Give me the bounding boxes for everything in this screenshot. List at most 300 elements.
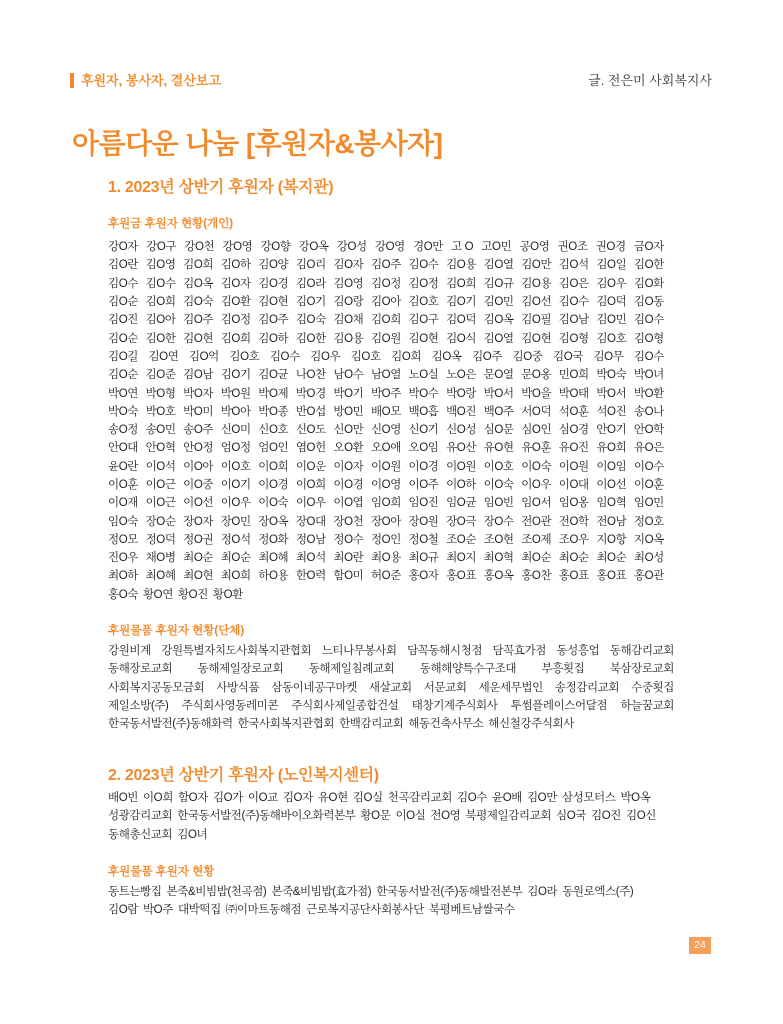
donor-name: 이O근 [145,497,176,510]
donor-name-line [108,511,664,529]
donor-name: 김O균 [258,369,289,382]
donor-name: 이O기 [220,479,251,491]
donor-name: 이O자 [333,460,364,473]
donor-name: 정O철 [408,533,439,546]
donor-name: 조O순 [446,533,477,546]
donor-name: 배O모 [370,405,401,418]
donor-entry-line [108,882,633,900]
donor-name: 신O기 [408,424,439,437]
donor-name: 이O훈 [633,479,664,491]
donor-name: 최O희 [220,570,251,583]
page-number: 24 [689,937,711,954]
donor-name: 김O수 [108,277,138,290]
donor-name: 송O정 [108,424,138,437]
organization-line [108,659,674,677]
individual-donor-list [108,237,664,603]
donor-name: 이O근 [145,479,176,491]
group-donor-list [108,641,674,732]
donor-name: 김O옥 [483,314,514,327]
donor-name: 홍O찬 [521,570,552,583]
donor-name: 홍O표 [558,570,589,583]
donor-name: 김O준 [145,369,176,382]
donor-name: 박O태 [558,387,589,400]
donor-name: 장O원 [408,515,439,528]
senior-center-donor-list [108,788,656,843]
donor-name: 이O대 [558,479,589,491]
organization-name: 북삼장로교회 [609,663,674,676]
donor-name: 백O흡 [408,405,439,418]
donor-name: 안O기 [596,424,627,437]
donor-name: 장O아 [370,515,401,528]
donor-name: 임O숙 [108,515,138,528]
donor-name: 최O란 [333,552,364,565]
donor-name: 김O주 [370,259,401,272]
donor-name: 김O만 [521,259,552,272]
donor-name: 김O구 [408,314,439,327]
header-accent-bar [70,73,74,88]
organization-name: 사회복지공동모금회 [108,681,205,694]
donor-name: 전O학 [558,515,589,528]
donor-name-line [108,347,664,365]
donor-name: 김O덕 [596,296,627,309]
donor-name: 김O아 [145,314,176,327]
organization-name: 투썸플레이스어달점 [510,700,608,713]
donor-name: 이O숙 [258,497,289,510]
subsection-heading-individual-donors: 후원금 후원자 현황(개인) [108,218,234,230]
donor-name: 황O환 [212,588,243,601]
donor-name: 정O남 [295,533,326,546]
donor-entry: 이O희 [142,792,173,805]
donor-name-line [108,365,664,383]
donor-name: 경O만 [413,241,443,254]
donor-name: 노O실 [408,369,439,382]
donor-name: 임O서 [521,497,552,510]
donor-name: 김O하 [220,259,251,272]
donor-entry: 황O문 [360,810,391,823]
donor-name-line [108,255,664,273]
organization-name: 수중횟집 [631,681,674,694]
donor-name: 박O녀 [633,369,664,382]
donor-name: 이O호 [483,460,514,473]
donor-name: 김O호 [596,332,627,345]
donor-name: 김O한 [145,332,176,345]
donor-name: 김O채 [333,314,364,327]
donor-name: 홍O관 [633,570,664,583]
donor-name: 김O용 [333,332,364,345]
donor-name: 이O선 [183,497,214,510]
donor-name: 유O산 [446,442,477,455]
donor-name: 이O석 [145,460,176,473]
donor-name: 김O우 [596,277,627,290]
donor-name: 김O국 [552,350,583,363]
donor-name: 박O서 [596,387,627,400]
donor-name: 김O영 [145,259,176,272]
donor-name: 김O아 [370,296,401,309]
donor-name: 심O경 [558,424,589,437]
donor-name: 김O현 [183,332,214,345]
page-title: 아름다운 나눔 [후원자&봉사자] [72,128,443,159]
organization-name: 동해장로교회 [108,663,173,676]
donor-name: 박O자 [183,387,214,400]
organization-name: 제일소방(주) [108,700,169,713]
organization-name: 사방식품 [216,681,260,694]
goods-donor-list [108,882,633,919]
organization-name: 해동건축사무소 [408,718,484,731]
donor-name: 신O호 [258,424,289,437]
donor-name: 이O하 [446,479,477,491]
donor-name: 장O극 [446,515,477,528]
donor-name: 석O훈 [558,405,589,418]
donor-name: 한O력 [295,570,326,583]
donor-name-line [108,438,664,456]
donor-name: 김O수 [633,314,664,327]
donor-entry: 북평베트남쌀국수 [428,904,515,917]
donor-name: 박O종 [258,405,289,418]
donor-name: 나O찬 [295,369,326,382]
donor-name-line [108,292,664,310]
organization-name: 하늘꿈교회 [620,700,674,713]
donor-entry: 김O만 [526,792,557,805]
donor-entry: 배O빈 [108,792,138,805]
donor-name: 김O중 [512,350,543,363]
donor-name: 정O석 [220,533,251,546]
donor-name-line [108,420,664,438]
donor-name: 김O필 [521,314,552,327]
donor-name: 문O열 [483,369,514,382]
donor-name: 박O기 [333,387,364,400]
donor-name: 조O제 [521,533,552,546]
donor-name: 정O모 [108,533,138,546]
donor-name: 강O성 [336,241,367,254]
donor-name: 안O대 [108,442,138,455]
donor-name: 채O병 [145,552,176,565]
donor-name: 이O희 [258,460,289,473]
donor-name: 홍O표 [446,570,477,583]
donor-entry: 김O진 [591,810,621,823]
donor-name: 최O하 [108,570,138,583]
donor-name: 강O영 [374,241,405,254]
donor-name: 김O남 [183,369,214,382]
donor-name: 김O정 [220,314,251,327]
donor-name: 이O재 [108,497,138,510]
donor-entry: 심O국 [556,810,587,823]
donor-name: 이O훈 [108,479,138,491]
donor-name: 김O현 [258,296,289,309]
donor-name: 김O랑 [333,296,364,309]
donor-name: 홍O자 [408,570,439,583]
donor-name: 조O현 [483,533,514,546]
donor-name: 최O현 [183,570,214,583]
donor-name-line [108,457,664,475]
donor-name: 김O리 [295,259,326,272]
donor-entry: 천곡감리교회 [387,792,453,805]
donor-name: 이O경 [408,460,439,473]
donor-name: 김O기 [220,369,251,382]
donor-name: 김O현 [521,332,552,345]
donor-name: 김O한 [295,332,326,345]
donor-name: 최O석 [295,552,326,565]
donor-name: 최O순 [220,552,251,565]
section-heading-welfare-center: 1. 2023년 상반기 후원자 (복지관) [108,179,334,196]
donor-entry: 김O신 [625,810,656,823]
organization-name: 담꼭동해시청점 [407,645,483,658]
donor-name: 엄O인 [258,442,289,455]
donor-name: 신O성 [446,424,477,437]
donor-name: 장O민 [220,515,251,528]
donor-name: 김O민 [596,314,627,327]
donor-entry: 본죽&비빔밥(천곡점) [166,886,267,899]
donor-entry: 본죽&비빔밥(효가점) [271,886,372,899]
donor-name: 김O선 [521,296,552,309]
donor-name-line [108,237,664,255]
section-heading-senior-center: 2. 2023년 상반기 후원자 (노인복지센터) [108,767,379,784]
donor-name: 임O진 [408,497,439,510]
donor-name: 김O순 [108,296,138,309]
donor-name: 장O수 [483,515,514,528]
donor-name-line [108,328,664,346]
donor-name: 전O남 [596,515,627,528]
organization-name: 한국사회복지관협회 [237,718,335,731]
organization-name: 주식회사영동레미콘 [181,700,279,713]
donor-name: 최O혁 [483,552,514,565]
organization-name: 서문교회 [423,681,467,694]
donor-entry: 김O실 [352,792,383,805]
donor-name: 김O무 [593,350,624,363]
donor-name: 김O수 [633,350,664,363]
donor-name: 박O주 [370,387,401,400]
donor-name: 권O조 [557,241,588,254]
donor-name: 김O순 [108,369,138,382]
donor-name: 함O미 [333,570,364,583]
donor-name: 최O순 [558,552,589,565]
donor-name: 박O숙 [596,369,627,382]
donor-name: 백O주 [483,405,514,418]
donor-name: 김O기 [295,296,326,309]
donor-name: 오O환 [333,442,364,455]
donor-name: 지O옥 [633,533,664,546]
donor-name: 장O천 [333,515,364,528]
donor-name: 남O열 [370,369,401,382]
organization-name: 동해제일장로교회 [197,663,284,676]
donor-name: 안O학 [633,424,664,437]
donor-name: 김O우 [310,350,341,363]
donor-name: 진O우 [108,552,138,565]
donor-entry: 삼성모터스 [561,792,616,805]
donor-name: 김O숙 [295,314,326,327]
donor-name: 유O진 [558,442,589,455]
organization-name: 태창기계주식회사 [411,700,498,713]
donor-name: 안O혁 [145,442,176,455]
donor-name: 이O우 [220,497,251,510]
donor-name: 노O은 [446,369,477,382]
donor-name: 김O현 [408,332,439,345]
donor-name: 장O옥 [258,515,289,528]
organization-line [108,696,674,714]
donor-name: 이O원 [446,460,477,473]
organization-name: 주식회사제일종합건설 [291,700,399,713]
donor-name: 송O나 [633,405,664,418]
organization-name: 새살교회 [368,681,412,694]
donor-entry: 윤O배 [491,792,522,805]
donor-name: 임O민 [633,497,664,510]
donor-name: 김O희 [370,314,401,327]
donor-name: 유O은 [633,442,664,455]
donor-name: 윤O란 [108,460,138,473]
donor-name: 이O아 [183,460,214,473]
donor-name: 박O연 [108,387,138,400]
donor-name: 김O자 [333,259,364,272]
donor-name: 박O숙 [108,405,138,418]
organization-name: 동해감리교회 [609,645,674,658]
donor-entry-line [108,825,656,843]
donor-name: 김O민 [483,296,514,309]
donor-name: 최O규 [408,552,439,565]
donor-name: 강O영 [222,241,253,254]
donor-entry: 동트는빵집 [108,886,162,899]
donor-name: 장O자 [183,515,214,528]
donor-name: 김O덕 [446,314,477,327]
donor-name: 김O억 [188,350,219,363]
donor-name: 김O열 [483,259,514,272]
donor-name: 박O호 [145,405,176,418]
donor-name: 강O자 [108,241,138,254]
donor-name: 전O관 [521,515,552,528]
donor-name: 백O진 [446,405,477,418]
donor-name: 황O진 [177,588,208,601]
donor-name: 김O용 [446,259,477,272]
donor-name-line [108,548,664,566]
donor-name: 염O헌 [295,442,326,455]
organization-name: 강원특별자치도사회복지관협회 [161,645,312,658]
donor-name: 최O순 [596,552,627,565]
organization-name: 동해제일침례교회 [308,663,395,676]
donor-name: 고O민 [481,241,512,254]
donor-name: 김O석 [558,259,589,272]
donor-name: 박O수 [408,387,439,400]
donor-name: 최O순 [521,552,552,565]
donor-name: 이O원 [558,460,589,473]
donor-name: 이O운 [295,460,326,473]
donor-name-line [108,530,664,548]
donor-name: 박O경 [295,387,326,400]
organization-name: 강원비계 [108,645,151,658]
donor-name: 김O정 [370,277,401,290]
donor-entry: 박O옥 [620,792,651,805]
donor-entry: 김O라 [527,886,558,899]
donor-name: 유O현 [483,442,514,455]
donor-name: 정O덕 [145,533,176,546]
organization-line [108,641,674,659]
organization-name: 한국동서발전(주)동해화력 [108,718,233,731]
donor-name-line [108,402,664,420]
donor-name: 임O균 [446,497,477,510]
donor-name: 김O영 [333,277,364,290]
donor-name: 강O구 [146,241,177,254]
donor-name: 강O향 [260,241,291,254]
donor-entry: 성광감리교회 [108,810,173,823]
donor-name: 김O주 [183,314,214,327]
donor-name: 김O호 [408,296,439,309]
donor-entry: 한국동서발전(주)동해바이오화력본부 [177,810,356,823]
donor-name: 이O원 [370,460,401,473]
donor-name: 남O수 [333,369,364,382]
organization-name: 동성흥업 [556,645,600,658]
donor-name: 최O성 [633,552,664,565]
donor-name: 김O호 [229,350,260,363]
donor-name: 박O랑 [446,387,477,400]
donor-name: 이O주 [408,479,439,491]
donor-entry-line [108,806,656,824]
donor-name: 강O천 [184,241,215,254]
donor-name: 방O민 [333,405,364,418]
donor-entry: 동원로엑스(주) [562,886,634,899]
donor-name: 임O희 [370,497,401,510]
donor-name: 심O문 [483,424,514,437]
donor-name-line [108,475,664,493]
donor-name: 김O환 [220,296,251,309]
donor-name: 박O아 [220,405,251,418]
organization-name: 삼동이네공구마켓 [271,681,357,694]
organization-name: 부흥횟집 [541,663,585,676]
donor-name: 김O수 [269,350,300,363]
donor-name: 안O정 [183,442,214,455]
donor-name: 김O수 [408,259,439,272]
organization-name: 느티나무봉사회 [321,645,397,658]
donor-entry: 김O자 [282,792,313,805]
donor-entry: 박O주 [142,904,173,917]
organization-name: 송정감리교회 [554,681,620,694]
donor-name: 민O희 [558,369,589,382]
donor-name: 김O주 [258,314,289,327]
donor-name: 이O수 [633,460,664,473]
donor-name: 박O서 [483,387,514,400]
donor-name: 김O숙 [183,296,214,309]
donor-name: 김O양 [258,259,289,272]
donor-name: 서O덕 [521,405,552,418]
donor-name: 김O라 [295,277,326,290]
organization-line [108,678,674,696]
donor-entry: 이O실 [395,810,426,823]
donor-name: 김O식 [446,332,477,345]
donor-name: 신O영 [370,424,401,437]
donor-name: 김O희 [145,296,176,309]
donor-name: 김O기 [446,296,477,309]
donor-entry: 근로복지공단사회봉사단 [306,904,424,917]
donor-name: 이O희 [295,479,326,491]
donor-name: 심O인 [521,424,552,437]
donor-name: 허O준 [370,570,401,583]
donor-name: 권O경 [595,241,626,254]
donor-name: 최O지 [446,552,477,565]
donor-name: 금O자 [633,241,664,254]
donor-name: 김O연 [148,350,179,363]
donor-name: 석O진 [596,405,627,418]
donor-name: 신O도 [295,424,326,437]
organization-line [108,714,674,732]
donor-name: 김O희 [391,350,422,363]
donor-name: 이O임 [596,460,627,473]
donor-entry: 김O가 [212,792,243,805]
donor-name: 오O임 [408,442,439,455]
organization-name: 해신철강주식회사 [488,718,574,731]
donor-name: 문O옹 [521,369,552,382]
donor-name: 이O엽 [333,497,364,510]
donor-name: 이O숙 [521,460,552,473]
donor-entry: 북평제일감리교회 [465,810,552,823]
donor-name: 김O형 [558,332,589,345]
donor-entry: 전O영 [430,810,461,823]
donor-name: 김O옥 [431,350,462,363]
